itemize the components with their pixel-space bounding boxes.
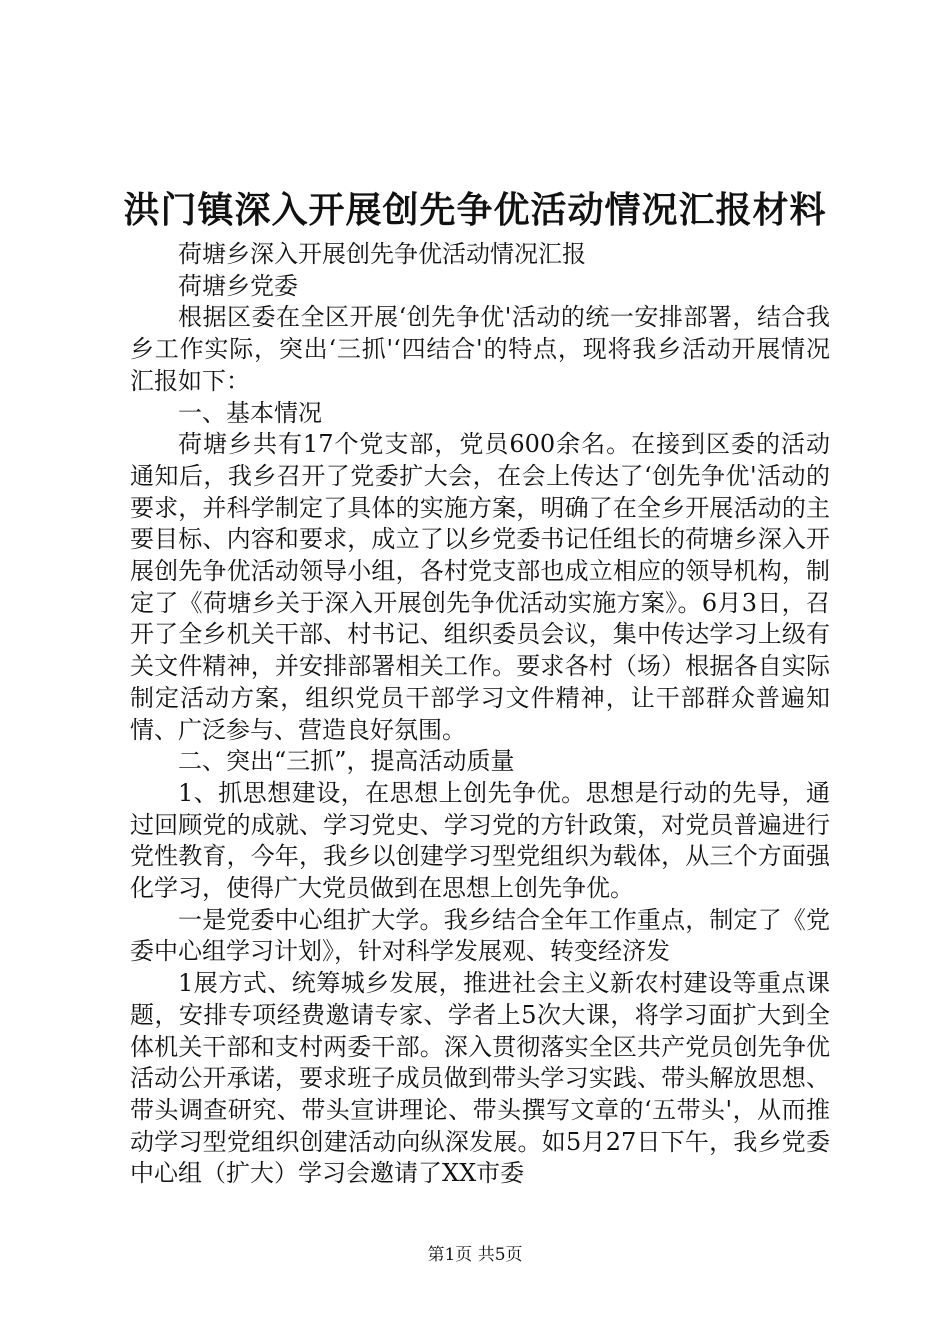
thought-building-paragraph: 1、抓思想建设，在思想上创先争优。思想是行动的先导，通过回顾党的成就、学习党史、学习党的方针政策，对党员普遍进行党性教育，今年，我乡以创建学习型党组织为载体，从三个方面强化学习，使得广大党员做到在思想上创先争优。: [130, 778, 830, 903]
report-author: 荷塘乡党委: [178, 271, 298, 300]
page-footer: 第1页 共5页: [427, 1245, 523, 1265]
document-body: [130, 239, 830, 1190]
intro-paragraph: 根据区委在全区开展‘创先争优'活动的统一安排部署，结合我乡工作实际，突出‘三抓'‘四结合'的特点，现将我乡活动开展情况汇报如下：: [130, 303, 830, 395]
section-heading-three: 二、突出“三抓”，提高活动质量: [178, 747, 515, 776]
report-subtitle: 荷塘乡深入开展创先争优活动情况汇报: [178, 240, 586, 268]
basic-situation-paragraph: 荷塘乡共有17个党支部，党员600余名。在接到区委的活动通知后，我乡召开了党委扩大会，在会上传达了‘创先争优'活动的要求，并科学制定了具体的实施方案，明确了在全乡开展活动的主要目标、内容和要求，成立了以乡党委书记任组长的荷塘乡深入开展创先争优活动领导小组，各村党支部也成立相应的领导机构，制定了《荷塘乡关于深入开展创先争优活动实施方案》。6月3日，召开了全乡机关干部、村书记、组织委员会议，集中传达学习上级有关文件精神，并安排部署相关工作。要求各村（场）根据各自实际制定活动方案，组织党员干部学习文件精神，让干部群众普遍知情、广泛参与、营造良好氛围。: [130, 430, 830, 744]
document-title: 洪门镇深入开展创先争优活动情况汇报材料: [123, 189, 827, 231]
section-heading-basic: 一、基本情况: [178, 398, 322, 427]
study-item-paragraph: 一是党委中心组扩大学。我乡结合全年工作重点，制定了《党委中心组学习计划》，针对科学发展观、转变经济发: [130, 905, 830, 966]
study-detail-paragraph: 1展方式、统筹城乡发展，推进社会主义新农村建设等重点课题，安排专项经费邀请专家、学者上5次大课，将学习面扩大到全体机关干部和支村两委干部。深入贯彻落实全区共产党员创先争优活动公开承诺，要求班子成员做到带头学习实践、带头解放思想、带头调查研究、带头宣讲理论、带头撰写文章的‘五带头'，从而推动学习型党组织创建活动向纵深发展。如5月27日下午，我乡党委中心组（扩大）学习会邀请了XX市委: [130, 969, 830, 1188]
